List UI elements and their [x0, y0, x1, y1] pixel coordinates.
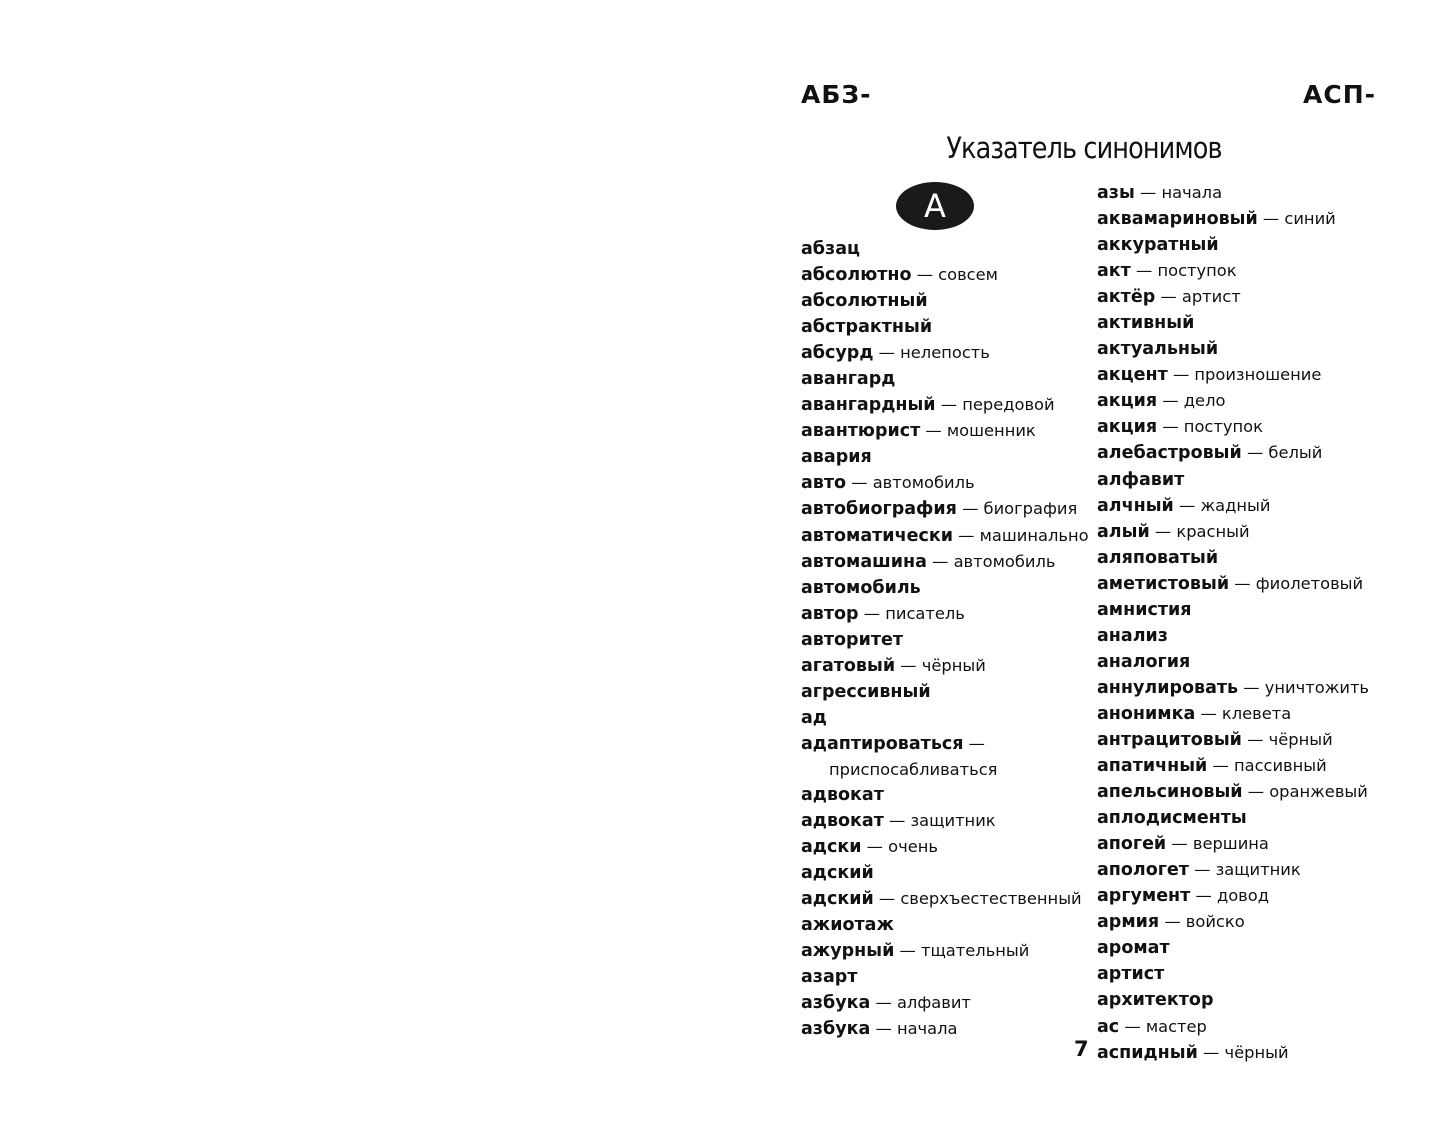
entry-headword: анализ	[1097, 625, 1168, 646]
entry-synonym: тщательный	[920, 941, 1030, 961]
entry-synonym: биография	[983, 499, 1078, 519]
entry-synonym: чёрный	[921, 655, 986, 675]
entry-synonym: пассивный	[1233, 756, 1327, 776]
entry-headword: азарт	[801, 967, 858, 988]
entry-synonym: мастер	[1145, 1016, 1207, 1036]
entry-headword: авто	[801, 473, 847, 494]
entry-headword: абстрактный	[801, 317, 933, 338]
index-entry	[1097, 623, 1377, 649]
index-entry: аквамариновый — синий	[1097, 209, 1336, 230]
entry-headword: адски	[801, 837, 862, 858]
entry-headword: ажурный	[801, 941, 895, 962]
index-entry: адски — очень	[801, 837, 938, 858]
index-entry: азбука — начала	[801, 1019, 958, 1040]
index-entry	[801, 679, 1091, 705]
entry-synonym: поступок	[1157, 261, 1237, 281]
index-entry: автор — писатель	[801, 603, 965, 624]
entry-synonym: совсем	[938, 265, 998, 285]
index-entry	[801, 627, 1091, 653]
entry-headword: адский	[801, 889, 874, 910]
index-entry: апатичный — пассивный	[1097, 756, 1327, 777]
entry-synonym: белый	[1268, 443, 1323, 463]
entry-headword: агрессивный	[801, 681, 931, 702]
index-entry	[1097, 310, 1377, 336]
entry-headword: адвокат	[801, 784, 884, 805]
index-entry: армия — войско	[1097, 912, 1245, 933]
entry-headword: ас	[1097, 1016, 1120, 1037]
index-entry: аспидный — чёрный	[1097, 1042, 1289, 1063]
entry-headword: абсурд	[801, 343, 874, 364]
index-entry: антрацитовый — чёрный	[1097, 729, 1333, 750]
entry-synonym: красный	[1176, 521, 1250, 541]
index-entry: абсурд — нелепость	[801, 343, 990, 364]
entry-headword: аромат	[1097, 938, 1170, 959]
index-entry	[801, 288, 1091, 314]
entry-synonym: войско	[1185, 912, 1245, 932]
index-entry: абсолютно — совсем	[801, 265, 998, 286]
entry-headword: апогей	[1097, 834, 1167, 855]
index-entry: адаптироваться — приспосабливаться	[801, 733, 998, 779]
entry-headword: аннулировать	[1097, 677, 1239, 698]
page-title: Указатель синонимов	[946, 131, 1222, 165]
index-entry: автобиография — биография	[801, 499, 1078, 520]
index-entry: алебастровый — белый	[1097, 443, 1323, 464]
entry-synonym: вершина	[1192, 834, 1269, 854]
page-number: 7	[1074, 1037, 1089, 1061]
index-entry: азы — начала	[1097, 183, 1223, 203]
index-entry: анонимка — клевета	[1097, 703, 1292, 724]
entry-synonym: защитник	[1215, 860, 1301, 880]
index-entry: аметистовый — фиолетовый	[1097, 573, 1364, 594]
index-entry	[1097, 597, 1377, 623]
index-entry: авангардный — передовой	[801, 395, 1055, 416]
entry-headword: агатовый	[801, 655, 896, 676]
entry-headword: алый	[1097, 521, 1150, 542]
index-entry: алчный — жадный	[1097, 495, 1271, 516]
entry-headword: армия	[1097, 912, 1160, 933]
entry-headword: абзац	[801, 239, 860, 259]
index-entry	[801, 860, 1091, 886]
entry-synonym: чёрный	[1268, 729, 1333, 749]
index-entry: азбука — алфавит	[801, 993, 971, 1014]
index-entry	[1097, 232, 1377, 258]
entry-synonym: клевета	[1221, 703, 1292, 723]
index-entry: адский — сверхъестественный	[801, 889, 1082, 910]
entry-headword: аметистовый	[1097, 573, 1230, 594]
entry-headword: акцент	[1097, 365, 1168, 386]
entry-headword: акт	[1097, 261, 1131, 282]
index-entry	[801, 782, 1091, 808]
entry-headword: авангардный	[801, 395, 936, 416]
entry-synonym: защитник	[910, 811, 996, 831]
index-entry	[1097, 649, 1377, 675]
entry-headword: актуальный	[1097, 339, 1219, 360]
index-entry	[801, 444, 1091, 470]
entry-synonym: передовой	[962, 395, 1055, 415]
entry-synonym: начала	[1161, 183, 1223, 202]
entry-headword: апологет	[1097, 860, 1189, 881]
index-entry: апологет — защитник	[1097, 860, 1301, 881]
index-entry: актёр — артист	[1097, 287, 1241, 308]
entry-headword: автомашина	[801, 551, 927, 572]
entry-headword: алчный	[1097, 495, 1174, 516]
entry-headword: автомобиль	[801, 577, 921, 598]
entry-headword: абсолютный	[801, 291, 928, 312]
entry-synonym: начала	[896, 1019, 958, 1039]
entry-synonym: автомобиль	[872, 473, 975, 493]
index-column-right	[1097, 180, 1377, 1066]
entry-synonym: поступок	[1183, 417, 1263, 437]
index-entry	[1097, 987, 1377, 1013]
entry-headword: автобиография	[801, 499, 957, 520]
entry-headword: адвокат	[801, 811, 884, 832]
index-entry	[801, 236, 1091, 262]
index-entry: авто — автомобиль	[801, 473, 975, 494]
entry-headword: абсолютно	[801, 265, 912, 286]
index-entry	[1097, 805, 1377, 831]
index-entry: ажурный — тщательный	[801, 941, 1030, 962]
entry-headword: акция	[1097, 417, 1158, 438]
index-entry: адвокат — защитник	[801, 811, 996, 832]
entry-headword: апельсиновый	[1097, 782, 1243, 803]
index-entry	[801, 964, 1091, 990]
index-entry: апогей — вершина	[1097, 834, 1269, 855]
running-header-right: АСП-	[1303, 80, 1376, 109]
entry-headword: авторитет	[801, 629, 903, 650]
index-entry	[1097, 336, 1377, 362]
index-entry	[801, 575, 1091, 601]
entry-headword: азы	[1097, 183, 1135, 203]
index-entry: аргумент — довод	[1097, 886, 1269, 907]
entry-synonym: уничтожить	[1264, 677, 1370, 697]
entry-synonym: артист	[1181, 287, 1241, 307]
index-entry: агатовый — чёрный	[801, 655, 986, 676]
entry-synonym: автомобиль	[953, 551, 1056, 571]
index-entry	[801, 705, 1091, 731]
entry-headword: азбука	[801, 993, 871, 1014]
index-entry: аннулировать — уничтожить	[1097, 677, 1370, 698]
entry-headword: авантюрист	[801, 421, 921, 442]
index-entry: автомашина — автомобиль	[801, 551, 1056, 572]
entry-headword: алфавит	[1097, 469, 1185, 490]
entry-synonym: дело	[1183, 391, 1226, 411]
entry-synonym: очень	[888, 837, 938, 857]
entry-synonym: синий	[1284, 209, 1336, 229]
index-entry	[801, 912, 1091, 938]
index-entry: автоматически — машинально	[801, 525, 1089, 546]
index-entry: ас — мастер	[1097, 1016, 1207, 1037]
index-entry: акт — поступок	[1097, 261, 1237, 282]
entry-headword: архитектор	[1097, 990, 1214, 1011]
entry-synonym: фиолетовый	[1255, 573, 1364, 593]
index-entry	[801, 314, 1091, 340]
entry-headword: аляповатый	[1097, 547, 1219, 568]
index-entry: апельсиновый — оранжевый	[1097, 782, 1368, 803]
entry-synonym: нелепость	[900, 343, 990, 363]
entry-headword: азбука	[801, 1019, 871, 1040]
index-entry: акцент — произношение	[1097, 365, 1322, 386]
index-column-left	[801, 236, 1091, 1042]
entry-synonym: сверхъестественный	[900, 889, 1082, 909]
index-entry	[801, 366, 1091, 392]
entry-headword: алебастровый	[1097, 443, 1242, 464]
entry-headword: авария	[801, 447, 872, 468]
entry-headword: автор	[801, 603, 859, 624]
entry-headword: аккуратный	[1097, 235, 1219, 256]
entry-synonym: машинально	[979, 525, 1089, 545]
entry-synonym: чёрный	[1224, 1042, 1289, 1062]
entry-headword: ад	[801, 707, 827, 728]
index-entry: акция — дело	[1097, 391, 1226, 412]
entry-headword: акция	[1097, 391, 1158, 412]
entry-headword: активный	[1097, 313, 1195, 334]
entry-synonym: жадный	[1200, 495, 1271, 515]
entry-headword: аргумент	[1097, 886, 1191, 907]
entry-headword: анонимка	[1097, 703, 1196, 724]
entry-headword: актёр	[1097, 287, 1156, 308]
blank-left-page	[0, 0, 720, 1129]
index-entry: акция — поступок	[1097, 417, 1263, 438]
entry-headword: антрацитовый	[1097, 729, 1242, 750]
entry-headword: аквамариновый	[1097, 209, 1258, 230]
entry-headword: аналогия	[1097, 651, 1191, 672]
index-entry	[1097, 545, 1377, 571]
entry-headword: амнистия	[1097, 599, 1192, 620]
entry-headword: апатичный	[1097, 756, 1208, 777]
index-entry	[1097, 961, 1377, 987]
entry-synonym: оранжевый	[1269, 782, 1368, 802]
entry-synonym: мошенник	[946, 421, 1036, 441]
running-header-left: АБЗ-	[801, 80, 872, 109]
entry-headword: авангард	[801, 369, 896, 390]
entry-synonym: алфавит	[896, 993, 971, 1013]
entry-synonym: приспосабливаться	[829, 759, 998, 779]
entry-headword: артист	[1097, 964, 1165, 985]
entry-synonym: довод	[1216, 886, 1269, 906]
index-entry: авантюрист — мошенник	[801, 421, 1036, 442]
entry-headword: аплодисменты	[1097, 808, 1247, 829]
entry-headword: ажиотаж	[801, 915, 894, 936]
entry-headword: аспидный	[1097, 1042, 1198, 1063]
entry-synonym: произношение	[1194, 365, 1322, 385]
section-letter-badge: А	[896, 182, 974, 230]
entry-headword: автоматически	[801, 525, 953, 546]
entry-synonym: писатель	[885, 603, 965, 623]
index-entry: алый — красный	[1097, 521, 1250, 542]
entry-headword: адаптироваться	[801, 733, 964, 754]
entry-headword: адский	[801, 863, 874, 884]
index-entry	[1097, 467, 1377, 493]
index-entry	[1097, 935, 1377, 961]
